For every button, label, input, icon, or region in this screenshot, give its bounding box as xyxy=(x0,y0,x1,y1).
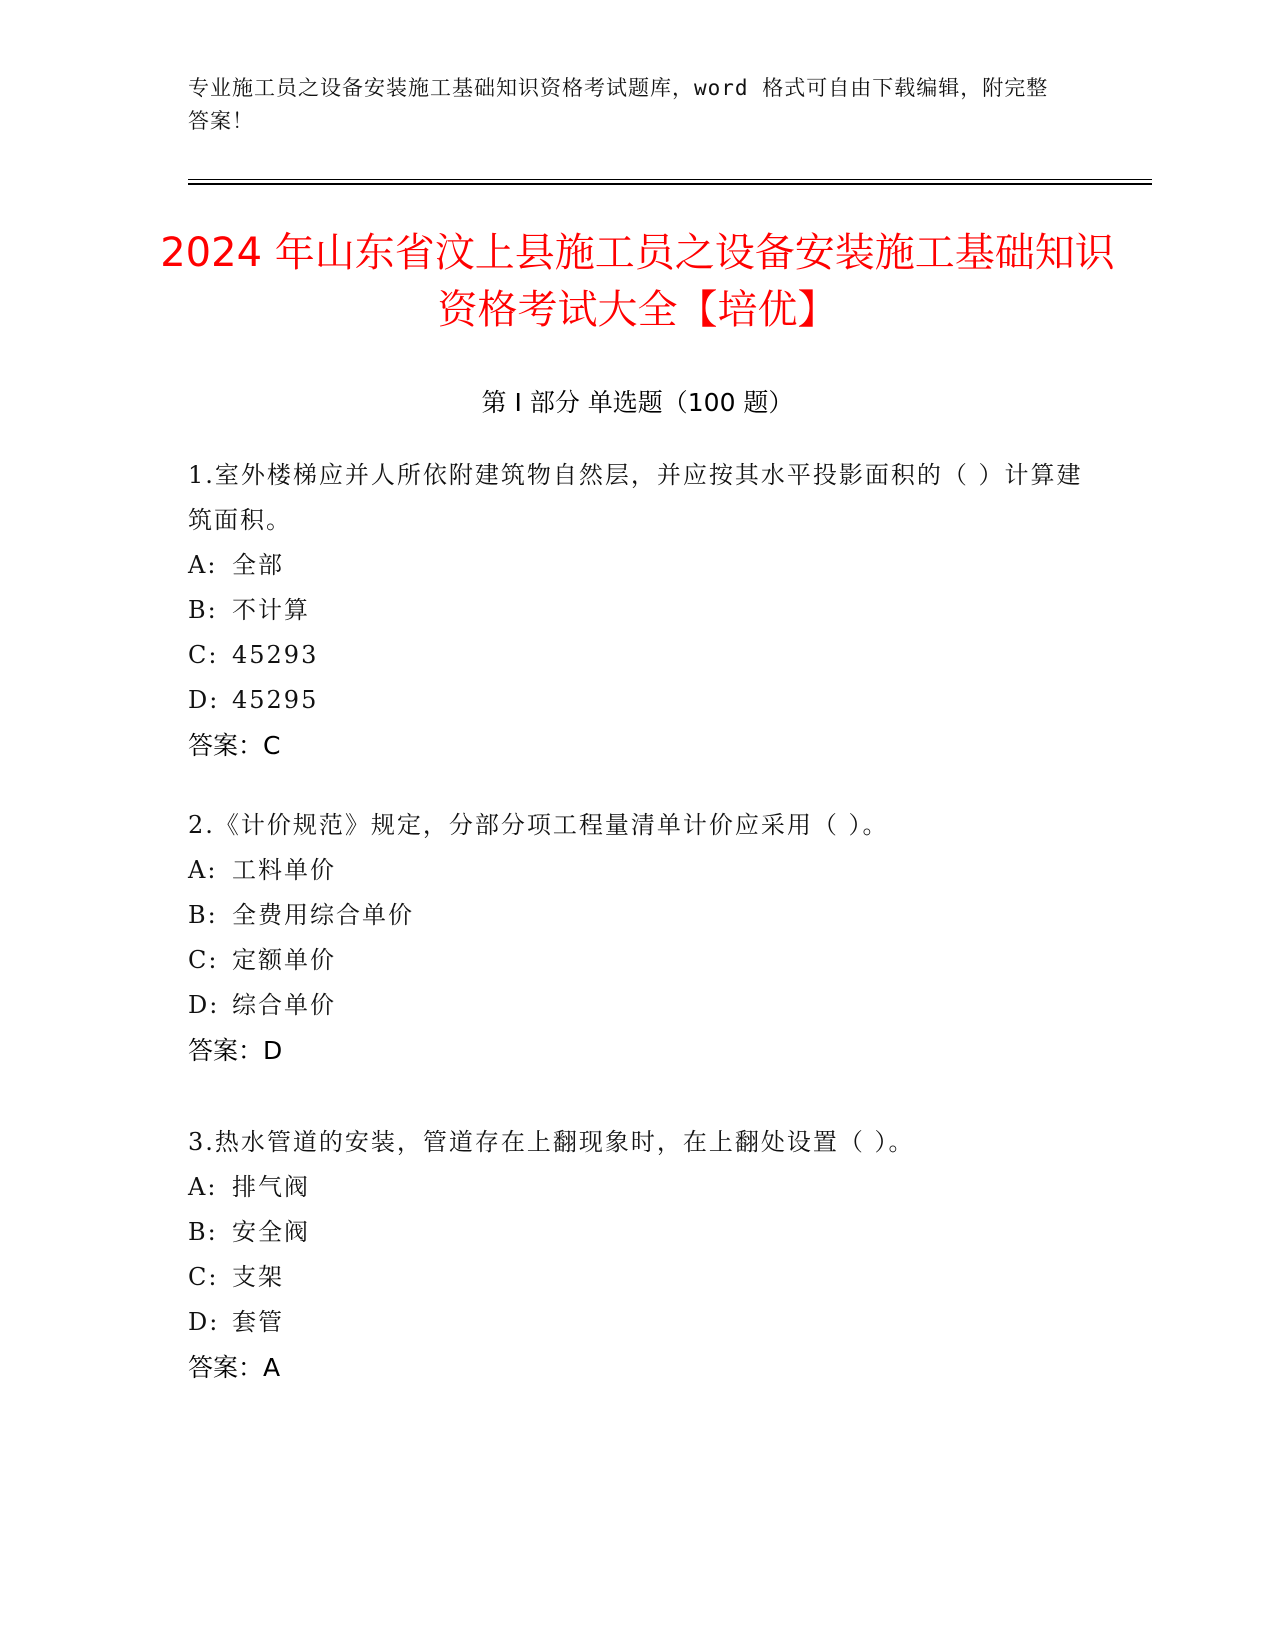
option-text: 套管 xyxy=(232,1308,284,1336)
option-text: 45293 xyxy=(232,641,319,669)
option-c xyxy=(188,1255,1088,1300)
option-b xyxy=(188,1210,1088,1255)
question-2 xyxy=(188,803,1088,1073)
option-b xyxy=(188,588,1088,633)
option-text: 全费用综合单价 xyxy=(232,901,414,929)
option-b xyxy=(188,893,1088,938)
option-letter: C: xyxy=(188,641,219,669)
question-3 xyxy=(188,1120,1088,1390)
header-rule-thin xyxy=(188,179,1152,180)
option-letter: D: xyxy=(188,686,220,714)
header-note: 专业施工员之设备安装施工基础知识资格考试题库，word 格式可自由下载编辑，附完整答案！ xyxy=(188,76,1049,133)
option-letter: A: xyxy=(188,856,218,884)
option-letter: C: xyxy=(188,1263,219,1291)
option-text: 安全阀 xyxy=(232,1218,310,1246)
option-d xyxy=(188,1300,1088,1345)
option-text: 不计算 xyxy=(232,596,310,624)
option-text: 全部 xyxy=(232,551,284,579)
section-heading: 第 I 部分 单选题（100 题） xyxy=(481,388,794,417)
option-c xyxy=(188,938,1088,983)
option-letter: A: xyxy=(188,551,218,579)
document-title: 2024 年山东省汶上县施工员之设备安装施工基础知识资格考试大全【培优】 xyxy=(160,230,1115,333)
question-1 xyxy=(188,453,1088,768)
option-text: 支架 xyxy=(232,1263,284,1291)
option-text: 工料单价 xyxy=(232,856,336,884)
option-letter: B: xyxy=(188,1218,218,1246)
option-d xyxy=(188,678,1088,723)
option-text: 45295 xyxy=(232,686,319,714)
option-c xyxy=(188,633,1088,678)
option-text: 综合单价 xyxy=(232,991,336,1019)
option-letter: C: xyxy=(188,946,219,974)
option-a xyxy=(188,848,1088,893)
question-stem: 1.室外楼梯应并人所依附建筑物自然层，并应按其水平投影面积的（ ）计算建筑面积。 xyxy=(188,461,1083,534)
option-letter: B: xyxy=(188,596,218,624)
answer-line: 答案：A xyxy=(188,1353,281,1382)
question-stem: 2.《计价规范》规定，分部分项工程量清单计价应采用（ ）。 xyxy=(188,811,889,839)
header-rule-thick xyxy=(188,183,1152,185)
answer-line: 答案：D xyxy=(188,1036,283,1065)
option-d xyxy=(188,983,1088,1028)
option-text: 排气阀 xyxy=(232,1173,310,1201)
option-letter: D: xyxy=(188,991,220,1019)
option-letter: D: xyxy=(188,1308,220,1336)
option-letter: B: xyxy=(188,901,218,929)
option-a xyxy=(188,543,1088,588)
option-text: 定额单价 xyxy=(232,946,336,974)
question-stem: 3.热水管道的安装，管道存在上翻现象时，在上翻处设置（ ）。 xyxy=(188,1128,915,1156)
answer-line: 答案：C xyxy=(188,731,281,760)
option-letter: A: xyxy=(188,1173,218,1201)
option-a xyxy=(188,1165,1088,1210)
